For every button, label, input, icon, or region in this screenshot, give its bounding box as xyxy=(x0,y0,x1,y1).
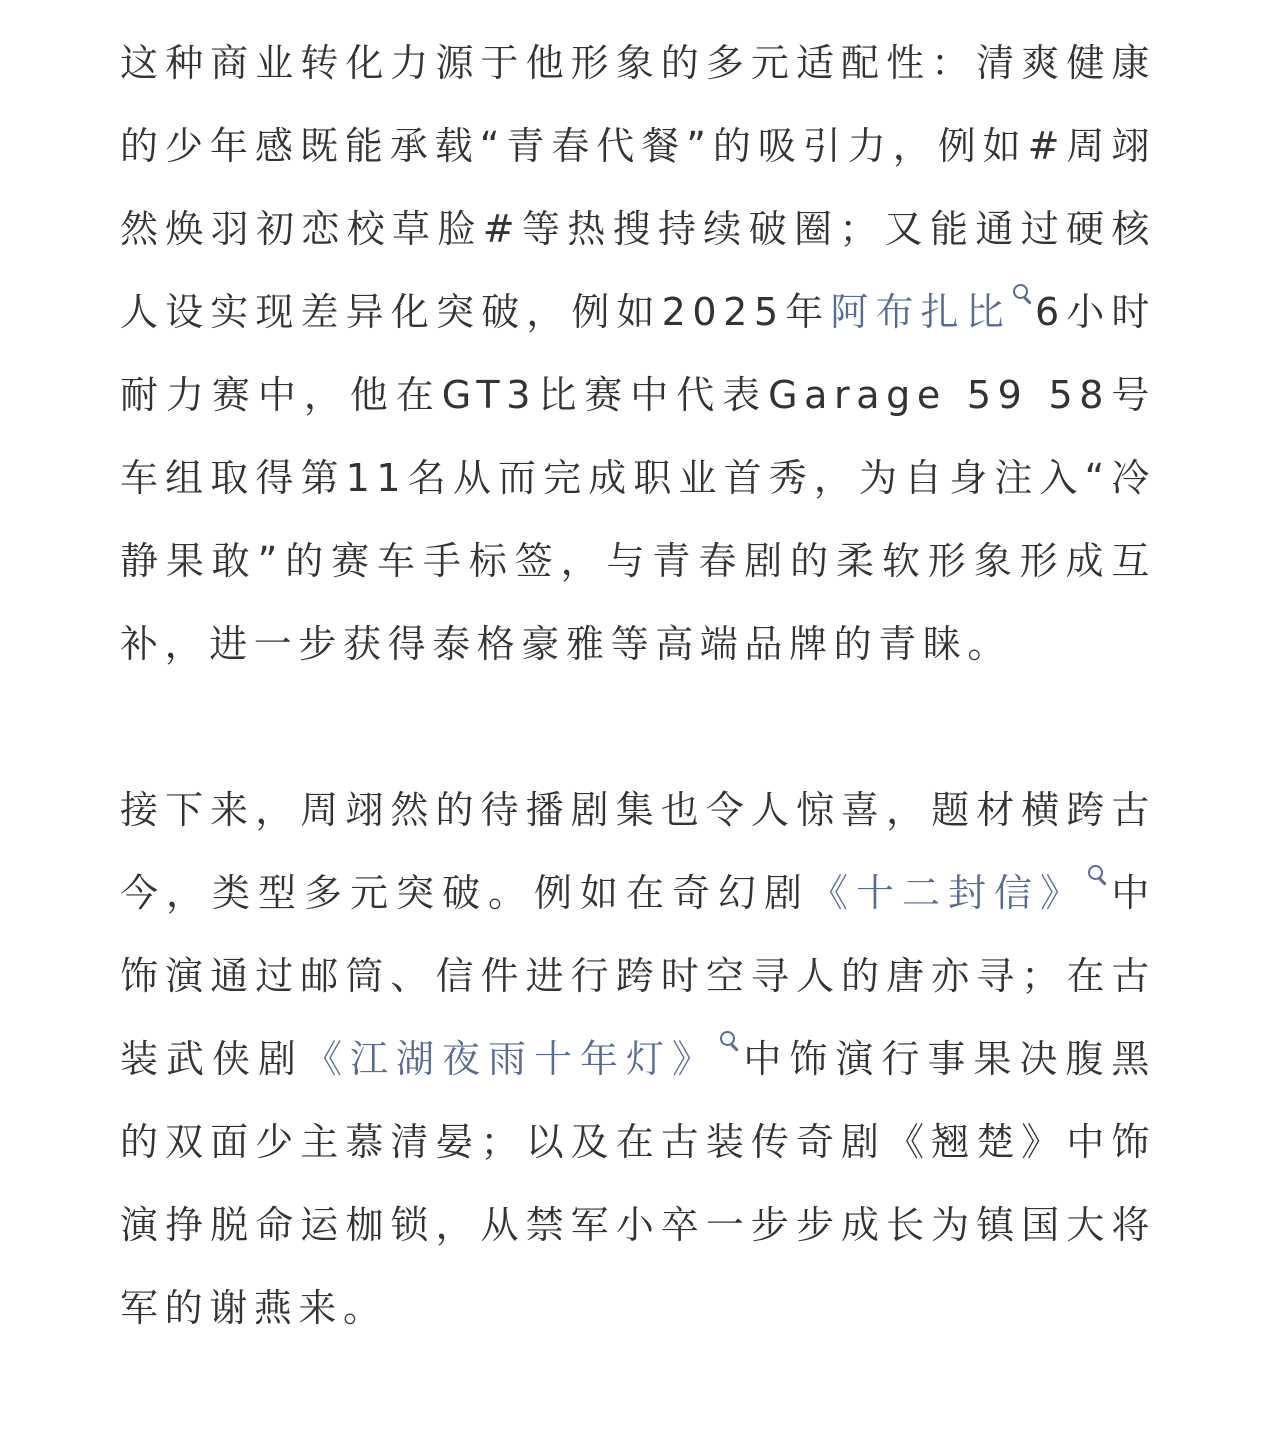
article-body xyxy=(120,22,1156,1350)
paragraph-upcoming-dramas xyxy=(120,769,1156,1350)
search-link-jianghu[interactable]: 《江湖夜雨十年灯》 xyxy=(304,1037,718,1081)
paragraph-text: 这种商业转化力源于他形象的多元适配性：清爽健康的少年感既能承载“青春代餐”的吸引力，例如#周翊然焕羽初恋校草脸#等热搜持续破圈；又能通过硬核人设实现差异化突破，例如2025年 xyxy=(120,41,1156,334)
search-icon[interactable] xyxy=(1011,283,1033,307)
paragraph-text: 接下来，周翊然的待播剧集也令人惊喜，题材横跨古今，类型多元突破。例如在奇幻剧 xyxy=(120,788,1156,915)
paragraph-text: 中饰演通过邮筒、信件进行跨时空寻人的唐亦寻；在古装武侠剧 xyxy=(120,871,1156,1081)
search-icon[interactable] xyxy=(718,1030,740,1054)
paragraph-text: 中饰演行事果决腹黑的双面少主慕清晏；以及在古装传奇剧《翘楚》中饰演挣脱命运枷锁，从禁军小卒一步步成长为镇国大将军的谢燕来。 xyxy=(120,1037,1156,1330)
search-icon[interactable] xyxy=(1086,864,1108,888)
search-link-abu-dhabi[interactable]: 阿布扎比 xyxy=(830,290,1011,334)
paragraph-text: 6小时耐力赛中，他在GT3比赛中代表Garage 59 58号车组取得第11名从而完成职业首秀，为自身注入“冷静果敢”的赛车手标签，与青春剧的柔软形象形成互补，进一步获得泰格豪雅等高端品牌的青睐。 xyxy=(120,290,1156,666)
paragraph-commercial-value xyxy=(120,22,1156,686)
search-link-twelve-letters[interactable]: 《十二封信》 xyxy=(809,871,1086,915)
